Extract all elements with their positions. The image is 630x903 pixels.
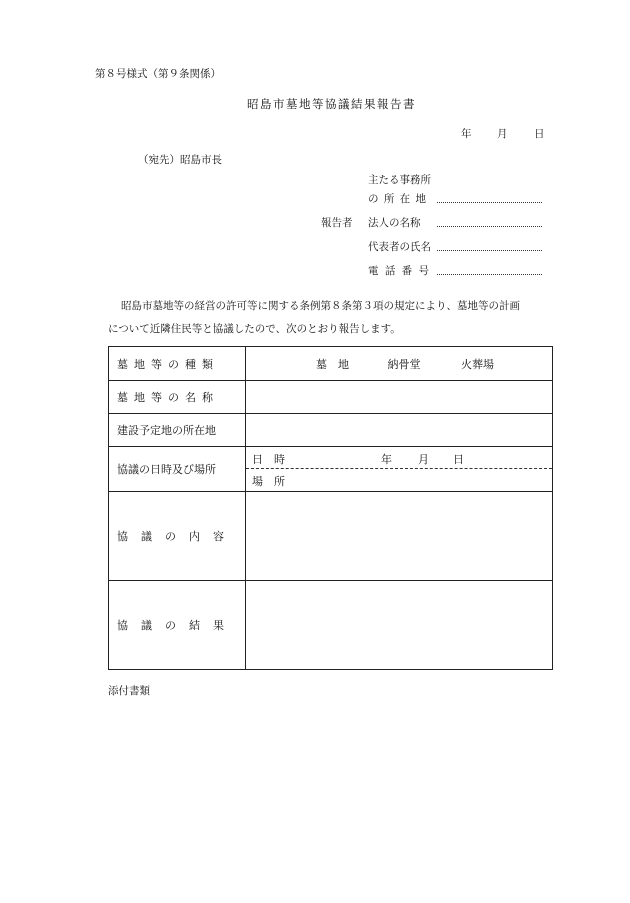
page-title: 昭島市墓地等協議結果報告書 (247, 97, 416, 111)
place-sub-label: 場 所 (252, 475, 285, 488)
phone-label: 電 話 番 号 (368, 265, 430, 277)
body-line-1: 昭島市墓地等の経営の許可等に関する条例第８条第３項の規定により、墓地等の計画 (121, 300, 520, 312)
content-field[interactable] (246, 492, 553, 581)
reporter-label: 報告者 (321, 217, 353, 229)
datetime-subrow[interactable] (246, 447, 552, 469)
content-label: 協議の内容 (117, 530, 237, 543)
type-option-cemetery[interactable]: 墓 地 (316, 357, 349, 371)
datetime-cell (246, 447, 553, 492)
row-datetime (109, 447, 553, 492)
datetime-day: 日 (453, 453, 464, 466)
office-address-field[interactable] (437, 190, 542, 203)
row-content (109, 492, 553, 581)
datetime-sub-label: 日 時 (252, 453, 285, 466)
result-field[interactable] (246, 581, 553, 670)
row-location (109, 414, 553, 447)
body-line-2: について近隣住民等と協議したので、次のとおり報告します。 (108, 323, 401, 335)
attachments-label: 添付書類 (108, 685, 150, 697)
report-table (108, 346, 553, 670)
form-number: 第８号様式（第９条関係） (95, 68, 221, 80)
type-option-ossuary[interactable]: 納骨堂 (387, 357, 421, 371)
rep-name-label: 代表者の氏名 (368, 241, 431, 253)
rep-name-field[interactable] (437, 238, 542, 251)
content-label-cell (109, 492, 246, 581)
datetime-label-cell (109, 447, 246, 492)
result-label-cell (109, 581, 246, 670)
type-label-cell (109, 347, 246, 381)
date-year-label: 年 (461, 128, 472, 140)
row-name (109, 381, 553, 414)
addressee: （宛先）昭島市長 (138, 154, 222, 166)
date-day-label: 日 (534, 128, 545, 140)
corp-name-field[interactable] (437, 214, 542, 227)
datetime-year: 年 (381, 453, 392, 466)
datetime-label: 協議の日時及び場所 (117, 463, 216, 476)
row-type (109, 347, 553, 381)
office-label-line1: 主たる事務所 (368, 174, 431, 186)
location-label: 建設予定地の所在地 (117, 424, 216, 437)
result-label: 協議の結果 (117, 619, 237, 632)
name-label-cell (109, 381, 246, 414)
phone-field[interactable] (437, 262, 542, 275)
type-options-cell[interactable] (246, 347, 553, 381)
type-label: 墓地等の種類 (117, 357, 219, 371)
name-label: 墓地等の名称 (117, 391, 219, 404)
datetime-month: 月 (418, 453, 429, 466)
date-month-label: 月 (497, 128, 508, 140)
location-field[interactable] (246, 414, 553, 447)
office-label-line2: の 所 在 地 (368, 193, 427, 205)
location-label-cell (109, 414, 246, 447)
row-result (109, 581, 553, 670)
type-option-crematorium[interactable]: 火葬場 (461, 357, 494, 371)
corp-name-label: 法人の名称 (368, 217, 421, 229)
name-field[interactable] (246, 381, 553, 414)
place-subrow[interactable] (246, 469, 552, 491)
